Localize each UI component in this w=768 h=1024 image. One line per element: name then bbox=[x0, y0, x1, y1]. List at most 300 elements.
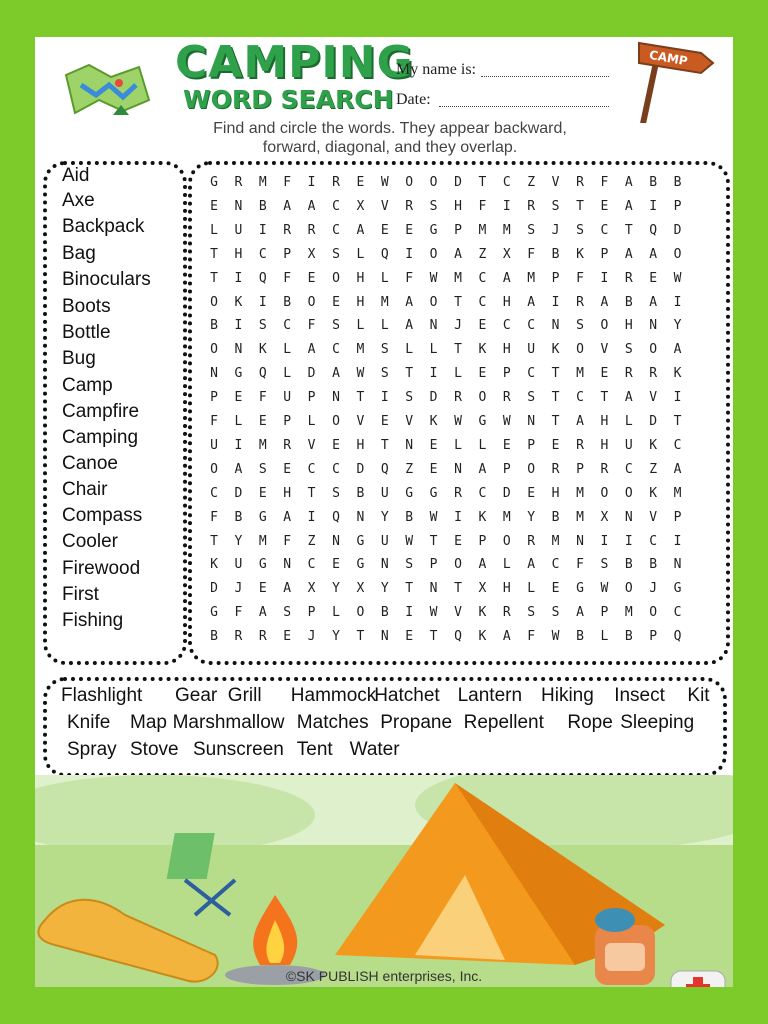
grid-letter[interactable]: L bbox=[600, 629, 609, 645]
grid-letter[interactable]: D bbox=[673, 222, 682, 238]
grid-letter[interactable]: P bbox=[527, 437, 536, 453]
grid-letter[interactable]: Q bbox=[454, 629, 462, 645]
grid-letter[interactable]: M bbox=[478, 222, 487, 238]
grid-letter[interactable]: D bbox=[356, 461, 365, 477]
grid-letter[interactable]: C bbox=[283, 318, 292, 334]
grid-letter[interactable]: S bbox=[380, 342, 389, 358]
grid-letter[interactable]: U bbox=[527, 342, 536, 358]
grid-letter[interactable]: N bbox=[624, 509, 633, 525]
grid-letter[interactable]: F bbox=[307, 318, 316, 334]
grid-letter[interactable]: X bbox=[478, 581, 487, 597]
grid-letter[interactable]: D bbox=[502, 485, 511, 501]
grid-letter[interactable]: A bbox=[356, 222, 365, 238]
grid-letter[interactable]: X bbox=[356, 198, 365, 214]
grid-letter[interactable]: B bbox=[210, 629, 218, 645]
grid-letter[interactable]: S bbox=[405, 557, 414, 573]
grid-letter[interactable]: L bbox=[332, 605, 340, 621]
grid-letter[interactable]: T bbox=[429, 533, 438, 549]
grid-letter[interactable]: V bbox=[307, 437, 316, 453]
grid-letter[interactable]: E bbox=[234, 390, 243, 406]
grid-letter[interactable]: S bbox=[624, 342, 633, 358]
grid-letter[interactable]: A bbox=[527, 557, 536, 573]
grid-letter[interactable]: O bbox=[429, 246, 438, 262]
grid-letter[interactable]: K bbox=[429, 414, 438, 429]
grid-letter[interactable]: I bbox=[600, 270, 609, 286]
grid-letter[interactable]: D bbox=[429, 390, 438, 406]
grid-letter[interactable]: A bbox=[234, 461, 243, 477]
grid-letter[interactable]: R bbox=[234, 629, 243, 645]
grid-letter[interactable]: M bbox=[258, 437, 267, 453]
grid-letter[interactable]: I bbox=[454, 509, 462, 525]
grid-letter[interactable]: O bbox=[649, 605, 658, 621]
grid-letter[interactable]: E bbox=[600, 366, 609, 382]
grid-letter[interactable]: I bbox=[234, 270, 243, 286]
grid-letter[interactable]: M bbox=[258, 533, 267, 549]
grid-letter[interactable]: J bbox=[649, 581, 658, 597]
grid-letter[interactable]: T bbox=[551, 366, 560, 382]
grid-letter[interactable]: A bbox=[673, 461, 682, 477]
grid-letter[interactable]: R bbox=[649, 366, 658, 382]
grid-letter[interactable]: E bbox=[551, 581, 560, 597]
grid-letter[interactable]: J bbox=[551, 222, 560, 238]
grid-letter[interactable]: C bbox=[673, 605, 682, 621]
grid-letter[interactable]: C bbox=[624, 461, 633, 477]
grid-letter[interactable]: X bbox=[600, 509, 609, 525]
grid-letter[interactable]: K bbox=[234, 294, 243, 310]
grid-letter[interactable]: E bbox=[405, 222, 414, 238]
grid-letter[interactable]: N bbox=[380, 557, 389, 573]
grid-letter[interactable]: I bbox=[234, 318, 243, 334]
grid-letter[interactable]: O bbox=[454, 557, 462, 573]
grid-letter[interactable]: H bbox=[624, 318, 633, 334]
grid-letter[interactable]: R bbox=[576, 437, 584, 453]
grid-letter[interactable]: Q bbox=[332, 509, 340, 525]
grid-letter[interactable]: O bbox=[576, 342, 584, 358]
grid-letter[interactable]: I bbox=[673, 390, 682, 406]
grid-letter[interactable]: F bbox=[600, 175, 609, 190]
grid-letter[interactable]: S bbox=[332, 246, 340, 262]
grid-letter[interactable]: E bbox=[429, 437, 438, 453]
grid-letter[interactable]: B bbox=[624, 557, 633, 573]
grid-letter[interactable]: O bbox=[478, 390, 487, 406]
grid-letter[interactable]: T bbox=[307, 485, 316, 501]
grid-letter[interactable]: O bbox=[332, 414, 340, 429]
grid-letter[interactable]: N bbox=[429, 318, 438, 334]
grid-letter[interactable]: A bbox=[649, 246, 658, 262]
grid-letter[interactable]: F bbox=[405, 270, 414, 286]
grid-letter[interactable]: R bbox=[283, 222, 292, 238]
grid-letter[interactable]: A bbox=[673, 342, 682, 358]
grid-letter[interactable]: R bbox=[332, 175, 340, 190]
grid-letter[interactable]: P bbox=[673, 509, 682, 525]
grid-letter[interactable]: A bbox=[283, 198, 292, 214]
grid-letter[interactable]: A bbox=[478, 557, 487, 573]
grid-letter[interactable]: E bbox=[332, 557, 340, 573]
grid-letter[interactable]: V bbox=[405, 414, 414, 429]
grid-letter[interactable]: A bbox=[649, 294, 658, 310]
grid-letter[interactable]: W bbox=[502, 414, 511, 429]
grid-letter[interactable]: L bbox=[234, 414, 243, 429]
grid-letter[interactable]: C bbox=[478, 485, 487, 501]
grid-letter[interactable]: V bbox=[649, 509, 658, 525]
grid-letter[interactable]: R bbox=[283, 437, 292, 453]
grid-letter[interactable]: M bbox=[502, 509, 511, 525]
grid-letter[interactable]: T bbox=[600, 390, 609, 406]
grid-letter[interactable]: N bbox=[380, 629, 389, 645]
grid-letter[interactable]: I bbox=[429, 366, 438, 382]
grid-letter[interactable]: T bbox=[551, 414, 560, 429]
grid-letter[interactable]: M bbox=[624, 605, 633, 621]
grid-letter[interactable]: G bbox=[478, 414, 487, 429]
grid-letter[interactable]: C bbox=[527, 318, 536, 334]
grid-letter[interactable]: T bbox=[210, 533, 218, 549]
grid-letter[interactable]: D bbox=[649, 414, 658, 429]
grid-letter[interactable]: F bbox=[258, 390, 267, 406]
grid-letter[interactable]: B bbox=[234, 509, 243, 525]
grid-letter[interactable]: C bbox=[478, 270, 487, 286]
grid-letter[interactable]: C bbox=[527, 366, 536, 382]
grid-letter[interactable]: M bbox=[502, 222, 511, 238]
grid-letter[interactable]: E bbox=[502, 437, 511, 453]
grid-letter[interactable]: I bbox=[258, 294, 267, 310]
grid-letter[interactable]: L bbox=[210, 222, 218, 238]
grid-letter[interactable]: M bbox=[454, 270, 462, 286]
grid-letter[interactable]: P bbox=[502, 366, 511, 382]
grid-letter[interactable]: E bbox=[307, 270, 316, 286]
grid-letter[interactable]: X bbox=[307, 246, 316, 262]
grid-letter[interactable]: I bbox=[405, 246, 414, 262]
grid-letter[interactable]: C bbox=[332, 222, 340, 238]
grid-letter[interactable]: T bbox=[454, 581, 462, 597]
grid-letter[interactable]: I bbox=[673, 533, 682, 549]
grid-letter[interactable]: D bbox=[234, 485, 243, 501]
grid-letter[interactable]: W bbox=[405, 533, 414, 549]
grid-letter[interactable]: T bbox=[454, 294, 462, 310]
grid-letter[interactable]: A bbox=[454, 246, 462, 262]
grid-letter[interactable]: F bbox=[283, 270, 292, 286]
grid-letter[interactable]: N bbox=[234, 342, 243, 358]
grid-letter[interactable]: L bbox=[454, 437, 462, 453]
grid-letter[interactable]: T bbox=[429, 629, 438, 645]
grid-letter[interactable]: L bbox=[405, 342, 414, 358]
grid-letter[interactable]: C bbox=[502, 175, 511, 190]
grid-letter[interactable]: S bbox=[551, 605, 560, 621]
grid-letter[interactable]: L bbox=[283, 366, 292, 382]
grid-letter[interactable]: O bbox=[210, 294, 218, 310]
grid-letter[interactable]: T bbox=[576, 198, 584, 214]
grid-letter[interactable]: O bbox=[673, 246, 682, 262]
grid-letter[interactable]: B bbox=[649, 557, 658, 573]
grid-letter[interactable]: P bbox=[429, 557, 438, 573]
grid-letter[interactable]: L bbox=[454, 366, 462, 382]
grid-letter[interactable]: P bbox=[454, 222, 462, 238]
grid-letter[interactable]: A bbox=[332, 366, 340, 382]
grid-letter[interactable]: I bbox=[551, 294, 560, 310]
grid-letter[interactable]: W bbox=[673, 270, 682, 286]
grid-letter[interactable]: V bbox=[600, 342, 609, 358]
grid-letter[interactable]: O bbox=[624, 581, 633, 597]
name-field[interactable] bbox=[481, 75, 609, 77]
grid-letter[interactable]: X bbox=[307, 581, 316, 597]
grid-letter[interactable]: H bbox=[454, 198, 462, 214]
grid-letter[interactable]: N bbox=[405, 437, 414, 453]
grid-letter[interactable]: Z bbox=[478, 246, 487, 262]
grid-letter[interactable]: H bbox=[502, 294, 511, 310]
grid-letter[interactable]: W bbox=[380, 175, 389, 190]
grid-letter[interactable]: P bbox=[283, 414, 292, 429]
grid-letter[interactable]: L bbox=[527, 581, 536, 597]
grid-letter[interactable]: P bbox=[478, 533, 487, 549]
grid-letter[interactable]: T bbox=[673, 414, 682, 429]
grid-letter[interactable]: G bbox=[405, 485, 414, 501]
grid-letter[interactable]: R bbox=[551, 461, 560, 477]
grid-letter[interactable]: A bbox=[502, 270, 511, 286]
grid-letter[interactable]: F bbox=[527, 246, 536, 262]
grid-letter[interactable]: C bbox=[210, 485, 218, 501]
grid-letter[interactable]: N bbox=[332, 533, 340, 549]
grid-letter[interactable]: P bbox=[210, 390, 218, 406]
grid-letter[interactable]: O bbox=[210, 461, 218, 477]
grid-letter[interactable]: C bbox=[600, 222, 609, 238]
grid-letter[interactable]: T bbox=[405, 366, 414, 382]
grid-letter[interactable]: V bbox=[356, 414, 365, 429]
grid-letter[interactable]: A bbox=[527, 294, 536, 310]
grid-letter[interactable]: I bbox=[600, 533, 609, 549]
grid-letter[interactable]: G bbox=[429, 485, 438, 501]
grid-letter[interactable]: X bbox=[502, 246, 511, 262]
grid-letter[interactable]: R bbox=[527, 198, 536, 214]
grid-letter[interactable]: A bbox=[624, 175, 633, 190]
grid-letter[interactable]: P bbox=[600, 605, 609, 621]
grid-letter[interactable]: R bbox=[576, 294, 584, 310]
grid-letter[interactable]: V bbox=[380, 198, 389, 214]
grid-letter[interactable]: R bbox=[624, 366, 633, 382]
grid-letter[interactable]: K bbox=[649, 437, 658, 453]
grid-letter[interactable]: C bbox=[332, 198, 340, 214]
grid-letter[interactable]: C bbox=[478, 294, 487, 310]
grid-letter[interactable]: A bbox=[502, 629, 511, 645]
grid-letter[interactable]: O bbox=[624, 485, 633, 501]
grid-letter[interactable]: O bbox=[600, 485, 609, 501]
grid-letter[interactable]: E bbox=[429, 461, 438, 477]
grid-letter[interactable]: H bbox=[600, 437, 609, 453]
grid-letter[interactable]: U bbox=[380, 533, 389, 549]
grid-letter[interactable]: C bbox=[332, 342, 340, 358]
grid-letter[interactable]: F bbox=[283, 533, 292, 549]
grid-letter[interactable]: F bbox=[478, 198, 487, 214]
grid-letter[interactable]: G bbox=[258, 509, 267, 525]
grid-letter[interactable]: K bbox=[649, 485, 658, 501]
grid-letter[interactable]: T bbox=[551, 390, 560, 406]
grid-letter[interactable]: E bbox=[551, 437, 560, 453]
grid-letter[interactable]: S bbox=[551, 198, 560, 214]
grid-letter[interactable]: B bbox=[405, 509, 414, 525]
grid-letter[interactable]: S bbox=[332, 318, 340, 334]
grid-letter[interactable]: F bbox=[576, 557, 584, 573]
grid-letter[interactable]: T bbox=[478, 175, 487, 190]
grid-letter[interactable]: Z bbox=[307, 533, 316, 549]
grid-letter[interactable]: T bbox=[405, 581, 414, 597]
grid-letter[interactable]: O bbox=[649, 342, 658, 358]
grid-letter[interactable]: Z bbox=[405, 461, 414, 477]
grid-letter[interactable]: W bbox=[551, 629, 560, 645]
grid-letter[interactable]: H bbox=[502, 581, 511, 597]
grid-letter[interactable]: H bbox=[356, 270, 365, 286]
grid-letter[interactable]: Y bbox=[332, 629, 340, 645]
grid-letter[interactable]: B bbox=[624, 629, 633, 645]
grid-letter[interactable]: V bbox=[649, 390, 658, 406]
grid-letter[interactable]: G bbox=[234, 366, 243, 382]
grid-letter[interactable]: K bbox=[576, 246, 584, 262]
grid-letter[interactable]: L bbox=[478, 437, 487, 453]
grid-letter[interactable]: G bbox=[258, 557, 267, 573]
grid-letter[interactable]: Y bbox=[527, 509, 536, 525]
grid-letter[interactable]: E bbox=[600, 198, 609, 214]
grid-letter[interactable]: L bbox=[356, 318, 365, 334]
grid-letter[interactable]: B bbox=[356, 485, 365, 501]
grid-letter[interactable]: W bbox=[429, 270, 438, 286]
grid-letter[interactable]: S bbox=[380, 366, 389, 382]
grid-letter[interactable]: E bbox=[649, 270, 658, 286]
grid-letter[interactable]: R bbox=[405, 198, 414, 214]
grid-letter[interactable]: M bbox=[380, 294, 389, 310]
grid-letter[interactable]: O bbox=[356, 605, 365, 621]
grid-letter[interactable]: A bbox=[624, 246, 633, 262]
grid-letter[interactable]: B bbox=[551, 246, 560, 262]
grid-letter[interactable]: M bbox=[551, 533, 560, 549]
grid-letter[interactable]: K bbox=[478, 629, 487, 645]
grid-letter[interactable]: S bbox=[576, 318, 584, 334]
grid-letter[interactable]: Y bbox=[332, 581, 340, 597]
grid-letter[interactable]: B bbox=[551, 509, 560, 525]
grid-letter[interactable]: F bbox=[234, 605, 243, 621]
grid-letter[interactable]: E bbox=[283, 461, 292, 477]
grid-letter[interactable]: E bbox=[380, 222, 389, 238]
grid-letter[interactable]: O bbox=[502, 533, 511, 549]
grid-letter[interactable]: Y bbox=[380, 509, 389, 525]
grid-letter[interactable]: R bbox=[600, 461, 609, 477]
grid-letter[interactable]: L bbox=[380, 318, 389, 334]
grid-letter[interactable]: I bbox=[234, 437, 243, 453]
grid-letter[interactable]: M bbox=[576, 509, 584, 525]
grid-letter[interactable]: L bbox=[624, 414, 633, 429]
grid-letter[interactable]: P bbox=[673, 198, 682, 214]
grid-letter[interactable]: O bbox=[429, 294, 438, 310]
grid-letter[interactable]: O bbox=[405, 175, 414, 190]
grid-letter[interactable]: H bbox=[502, 342, 511, 358]
grid-letter[interactable]: A bbox=[283, 581, 292, 597]
grid-letter[interactable]: C bbox=[502, 318, 511, 334]
grid-letter[interactable]: N bbox=[283, 557, 292, 573]
grid-letter[interactable]: I bbox=[624, 533, 633, 549]
grid-letter[interactable]: A bbox=[283, 509, 292, 525]
grid-letter[interactable]: T bbox=[380, 437, 389, 453]
grid-letter[interactable]: B bbox=[576, 629, 584, 645]
grid-letter[interactable]: I bbox=[405, 605, 414, 621]
grid-letter[interactable]: E bbox=[332, 294, 340, 310]
grid-letter[interactable]: N bbox=[234, 198, 243, 214]
grid-letter[interactable]: P bbox=[600, 246, 609, 262]
grid-letter[interactable]: F bbox=[210, 414, 218, 429]
grid-letter[interactable]: K bbox=[258, 342, 267, 358]
grid-letter[interactable]: P bbox=[307, 605, 316, 621]
grid-letter[interactable]: H bbox=[234, 246, 243, 262]
grid-letter[interactable]: C bbox=[673, 437, 682, 453]
grid-letter[interactable]: A bbox=[258, 605, 267, 621]
grid-letter[interactable]: C bbox=[307, 461, 316, 477]
grid-letter[interactable]: Q bbox=[258, 366, 267, 382]
grid-letter[interactable]: O bbox=[210, 342, 218, 358]
grid-letter[interactable]: T bbox=[210, 270, 218, 286]
grid-letter[interactable]: N bbox=[527, 414, 536, 429]
grid-letter[interactable]: H bbox=[551, 485, 560, 501]
grid-letter[interactable]: T bbox=[356, 629, 365, 645]
grid-letter[interactable]: A bbox=[478, 461, 487, 477]
grid-letter[interactable]: Z bbox=[649, 461, 658, 477]
grid-letter[interactable]: J bbox=[307, 629, 316, 645]
grid-letter[interactable]: G bbox=[356, 533, 365, 549]
grid-letter[interactable]: P bbox=[649, 629, 658, 645]
grid-letter[interactable]: E bbox=[332, 437, 340, 453]
grid-letter[interactable]: W bbox=[356, 366, 365, 382]
grid-letter[interactable]: N bbox=[673, 557, 682, 573]
grid-letter[interactable]: N bbox=[429, 581, 438, 597]
grid-letter[interactable]: B bbox=[258, 198, 267, 214]
grid-letter[interactable]: R bbox=[527, 533, 536, 549]
grid-letter[interactable]: D bbox=[307, 366, 316, 382]
grid-letter[interactable]: P bbox=[283, 246, 292, 262]
grid-letter[interactable]: K bbox=[210, 557, 218, 573]
grid-letter[interactable]: V bbox=[551, 175, 560, 190]
grid-letter[interactable]: S bbox=[258, 461, 267, 477]
grid-letter[interactable]: A bbox=[600, 294, 609, 310]
grid-letter[interactable]: C bbox=[332, 461, 340, 477]
grid-letter[interactable]: R bbox=[502, 605, 511, 621]
grid-letter[interactable]: O bbox=[527, 461, 536, 477]
grid-letter[interactable]: R bbox=[258, 629, 267, 645]
grid-letter[interactable]: E bbox=[283, 629, 292, 645]
grid-letter[interactable]: J bbox=[454, 318, 462, 334]
grid-letter[interactable]: P bbox=[576, 461, 584, 477]
grid-letter[interactable]: K bbox=[551, 342, 560, 358]
grid-letter[interactable]: E bbox=[478, 366, 487, 382]
grid-letter[interactable]: M bbox=[527, 270, 536, 286]
grid-letter[interactable]: U bbox=[234, 222, 243, 238]
grid-letter[interactable]: S bbox=[429, 198, 438, 214]
grid-letter[interactable]: U bbox=[283, 390, 292, 406]
grid-letter[interactable]: G bbox=[576, 581, 584, 597]
grid-letter[interactable]: L bbox=[283, 342, 292, 358]
grid-letter[interactable]: I bbox=[307, 509, 316, 525]
grid-letter[interactable]: Q bbox=[380, 461, 389, 477]
grid-letter[interactable]: K bbox=[673, 366, 682, 382]
grid-letter[interactable]: N bbox=[576, 533, 584, 549]
grid-letter[interactable]: I bbox=[502, 198, 511, 214]
grid-letter[interactable]: L bbox=[307, 414, 316, 429]
grid-letter[interactable]: S bbox=[283, 605, 292, 621]
grid-letter[interactable]: B bbox=[210, 318, 218, 334]
grid-letter[interactable]: T bbox=[356, 390, 365, 406]
grid-letter[interactable]: J bbox=[234, 581, 243, 597]
grid-letter[interactable]: L bbox=[429, 342, 438, 358]
grid-letter[interactable]: K bbox=[478, 509, 487, 525]
grid-letter[interactable]: O bbox=[307, 294, 316, 310]
grid-letter[interactable]: I bbox=[649, 198, 658, 214]
grid-letter[interactable]: A bbox=[576, 414, 584, 429]
grid-letter[interactable]: R bbox=[307, 222, 316, 238]
grid-letter[interactable]: R bbox=[454, 485, 462, 501]
grid-letter[interactable]: N bbox=[356, 509, 365, 525]
